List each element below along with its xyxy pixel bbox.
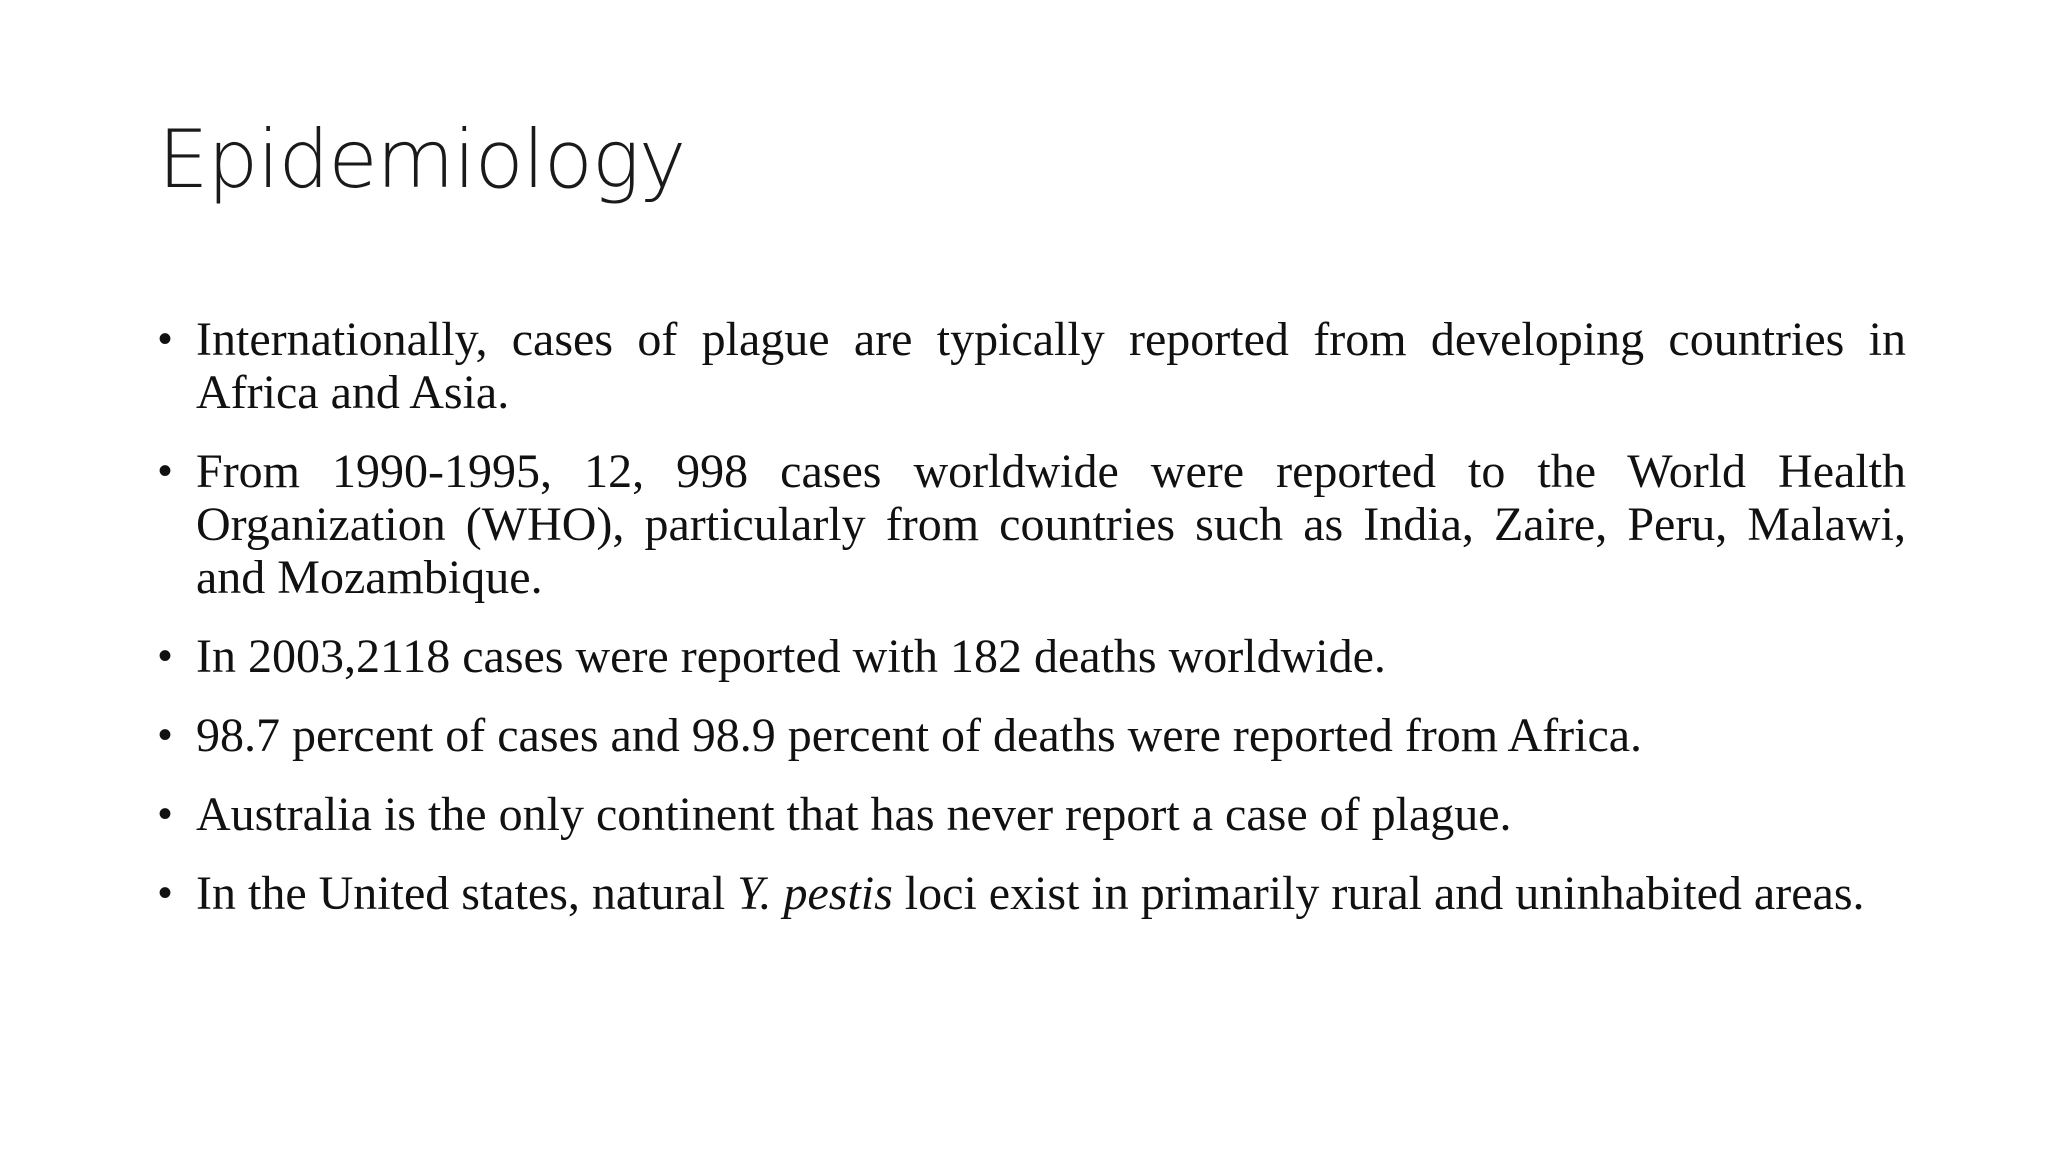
bullet-text-part: loci exist in primarily rural and uninhabited areas. (892, 867, 1865, 920)
bullet-item (158, 788, 1906, 841)
bullet-text: 98.7 percent of cases and 98.9 percent of deaths were reported from Africa. (196, 709, 1643, 762)
bullet-text-part: In the United states, natural (196, 867, 738, 920)
bullet-item (158, 867, 1906, 920)
bullet-icon: • (158, 871, 173, 915)
bullet-text (196, 867, 1865, 920)
bullet-text: Australia is the only continent that has never report a case of plague. (196, 788, 1512, 841)
bullet-text: From 1990-1995, 12, 998 cases worldwide were reported to the World Health Organization (WHO), particularly from countries such as India, Zaire, Peru, Malawi, and Mozambique. (196, 445, 1906, 604)
bullet-item (158, 313, 1906, 419)
bullet-icon: • (158, 634, 173, 678)
bullet-icon: • (158, 449, 173, 493)
species-name: Y. pestis (737, 867, 893, 920)
bullet-item (158, 445, 1906, 604)
bullet-icon: • (158, 713, 173, 757)
bullet-item (158, 630, 1906, 683)
bullet-item (158, 709, 1906, 762)
bullet-icon: • (158, 792, 173, 836)
slide-title: Epidemiology (158, 113, 686, 206)
bullet-icon: • (158, 317, 173, 361)
bullet-list (158, 313, 1906, 946)
bullet-text: Internationally, cases of plague are typically reported from developing countries in Africa and Asia. (196, 313, 1906, 419)
bullet-text: In 2003,2118 cases were reported with 182 deaths worldwide. (196, 630, 1386, 683)
